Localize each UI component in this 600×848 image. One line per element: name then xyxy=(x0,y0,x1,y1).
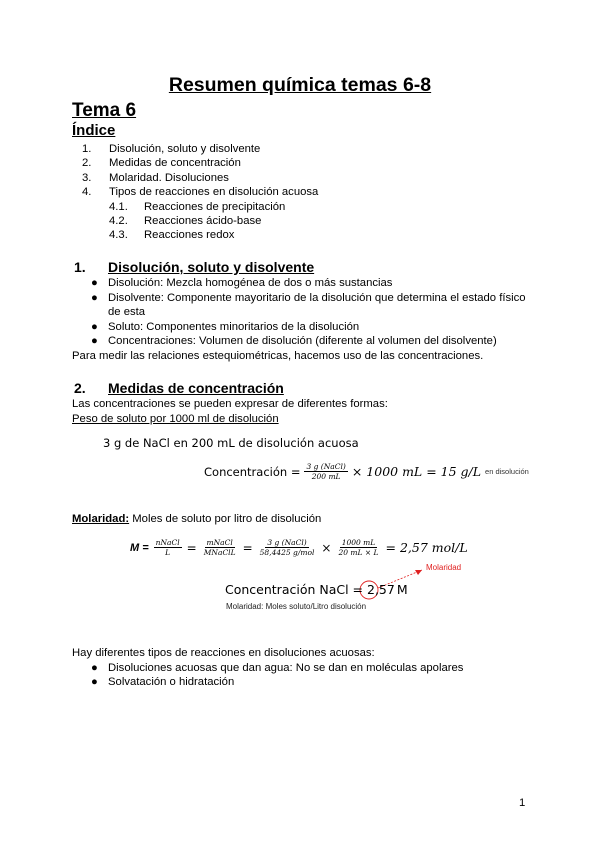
section-2-intro: Las concentraciones se pueden expresar de diferentes formas: xyxy=(72,398,388,410)
formula-fraction: $\frac{\text{3 g (NaCl)}}{200 mL}$ xyxy=(306,462,346,481)
index-subitem: 4.1. Reacciones de precipitación xyxy=(109,201,286,213)
bullet-item: ● Soluto: Componentes minoritarios de la disolución xyxy=(91,321,360,333)
index-subitem: 4.3. Reacciones redox xyxy=(109,229,235,241)
concentration-result: Concentración NaCl = 2,57 M xyxy=(225,582,408,597)
types-intro: Hay diferentes tipos de reacciones en disoluciones acuosas: xyxy=(72,647,375,659)
molarity-formula: M = $\frac{\text{nNaCl}}{L}$ = $\frac{\text{mNaCl}}{\text{MNaClL}}$ = $\frac{\text{3 g (NaCl)}}{\text{58,4425 g/mol}}$ × $\frac{1000 mL}{20 mL \times L}$ = 2,57 mol/L xyxy=(130,538,468,557)
bullet-item: ● Solvatación o hidratación xyxy=(91,676,235,688)
molarity-fraction-4: $\frac{1000 mL}{20 mL \times L}$ xyxy=(338,538,379,557)
molarity-fraction-3: $\frac{\text{3 g (NaCl)}}{\text{58,4425 g/mol}}$ xyxy=(259,538,315,557)
index-subitem: 4.2. Reacciones ácido-base xyxy=(109,215,262,227)
molarity-definition: Molaridad: Moles de soluto por litro de disolución xyxy=(72,513,322,525)
index-item: 4. Tipos de reacciones en disolución acuosa xyxy=(82,186,319,198)
section-1-note: Para medir las relaciones estequiométricas, hacemos uso de las concentraciones. xyxy=(72,350,484,362)
formula-suffix: en disolución xyxy=(485,467,529,476)
index-item: 3. Molaridad. Disoluciones xyxy=(82,172,229,184)
bullet-item: ● Disolvente: Componente mayoritario de la disolución que determina el estado físico xyxy=(91,292,526,304)
bullet-continuation: de esta xyxy=(108,306,146,318)
index-item: 1. Disolución, soluto y disolvente xyxy=(82,143,261,155)
index-heading: Índice xyxy=(72,122,116,139)
section-2-heading: 2. Medidas de concentración xyxy=(74,380,284,396)
annotation-label: Molaridad xyxy=(426,563,462,572)
bullet-item: ● Disolución: Mezcla homogénea de dos o más sustancias xyxy=(91,277,393,289)
page-number: 1 xyxy=(519,797,526,809)
index-item: 2. Medidas de concentración xyxy=(82,157,241,169)
example-text: 3 g de NaCl en 200 mL de disolución acuosa xyxy=(103,436,359,450)
bullet-item: ● Disoluciones acuosas que dan agua: No se dan en moléculas apolares xyxy=(91,662,464,674)
molarity-result: = 2,57 mol/L xyxy=(385,540,468,555)
molarity-lhs: M = xyxy=(130,541,149,554)
molarity-fraction-2: $\frac{\text{mNaCl}}{\text{MNaClL}}$ xyxy=(203,538,236,557)
molarity-fraction-1: $\frac{\text{nNaCl}}{L}$ xyxy=(155,538,180,557)
concentration-formula xyxy=(204,462,529,481)
bullet-item: ● Concentraciones: Volumen de disolución (diferente al volumen del disolvente) xyxy=(91,335,497,347)
section-1-heading: 1. Disolución, soluto y disolvente xyxy=(74,259,315,275)
formula-label: Concentración = xyxy=(204,464,301,479)
concentration-caption: Molaridad: Moles soluto/Litro disolución xyxy=(226,602,367,611)
document-title: Resumen química temas 6-8 xyxy=(168,74,432,96)
formula-result: × 1000 mL = 15 g/L xyxy=(351,464,482,479)
topic-heading: Tema 6 xyxy=(72,100,137,121)
subheading-weight: Peso de soluto por 1000 ml de disolución xyxy=(72,413,279,425)
